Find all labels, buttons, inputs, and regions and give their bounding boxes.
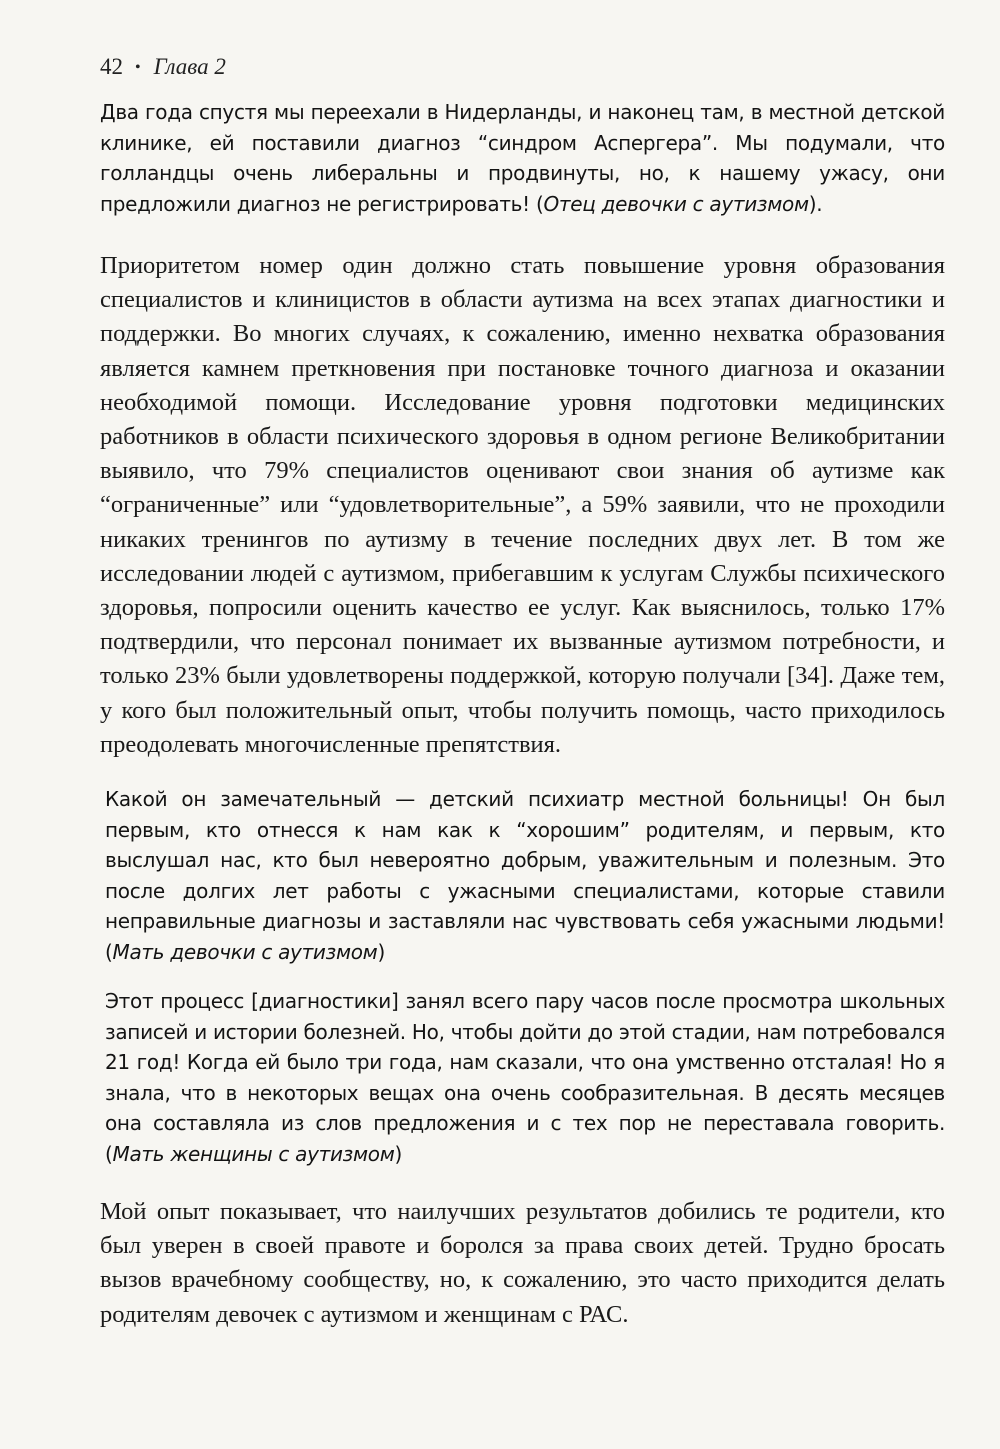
quote-block — [105, 784, 945, 967]
page-number: 42 — [100, 54, 123, 79]
quote-tail: ) — [394, 1141, 403, 1166]
quote-text: Какой он замечательный — детский психиатр местной больницы! Он был первым, кто отнесся к нам как к “хорошим” родителям, и первым, кто выслушал нас, кто был невероятно добрым, уважительным и полезным. Это после долгих лет работы с ужасными специалистами, которые ставили неправильные диагнозы и заставляли нас чувствовать себя ужасными людьми! ( — [105, 787, 945, 964]
running-header — [100, 52, 945, 83]
quote-block — [105, 986, 945, 1169]
body-paragraph: Приоритетом номер один должно стать повышение уровня образования специалистов и клиницистов в области аутизма на всех этапах диагностики и поддержки. Во многих случаях, к сожалению, именно нехватка образования является камнем преткновения при постановке точного диагноза и оказании необходимой помощи. Исследование уровня подготовки медицинских работников в области психического здоровья в одном регионе Великобритании выявило, что 79% специалистов оценивают свои знания об аутизме как “ограниченные” или “удовлетворительные”, а 59% заявили, что не проходили никаких тренингов по аутизму в течение последних двух лет. В том же исследовании людей с аутизмом, прибегавшим к услугам Службы психического здоровья, попросили оценить качество ее услуг. Как выяснилось, только 17% подтвердили, что персонал понимает их вызванные аутизмом потребности, и только 23% были удовлетворены поддержкой, которую получали [34]. Даже тем, у кого был положительный опыт, чтобы получить помощь, часто приходилось преодолевать многочисленные препятствия. — [100, 252, 945, 758]
quote-block — [100, 97, 945, 219]
quote-text: Этот процесс [диагностики] занял всего пару часов после просмотра школьных записей и истории болезней. Но, чтобы дойти до этой стадии, нам потребовался 21 год! Когда ей было три года, нам сказали, что она умственно отсталая! Но я знала, что в некоторых вещах она очень сообразительная. В десять месяцев она составляла из слов предложения и с тех пор не переставала говорить. ( — [105, 989, 945, 1166]
header-bullet: • — [135, 59, 141, 76]
quote-tail: ) — [377, 939, 385, 964]
chapter-title: Глава 2 — [153, 54, 226, 79]
quote-text: Два года спустя мы переехали в Нидерланды, и наконец там, в местной детской клинике, ей поставили диагноз “синдром Аспергера”. Мы подумали, что голландцы очень либеральны и продвинуты, но, к нашему ужасу, они предложили диагноз не регистрировать! ( — [100, 100, 945, 216]
body-paragraph: Мой опыт показывает, что наилучших результатов добились те родители, кто был уверен в своей правоте и боролся за права своих детей. Трудно бросать вызов врачебному сообществу, но, к сожалению, это часто приходится делать родителям девочек с аутизмом и женщинам с РАС. — [100, 1198, 945, 1328]
book-page — [100, 52, 945, 1332]
quote-tail: ). — [808, 191, 823, 216]
quote-attribution: Отец девочки с аутизмом — [543, 191, 809, 216]
quote-attribution: Мать женщины с аутизмом — [112, 1141, 395, 1166]
quote-attribution: Мать девочки с аутизмом — [112, 939, 378, 964]
